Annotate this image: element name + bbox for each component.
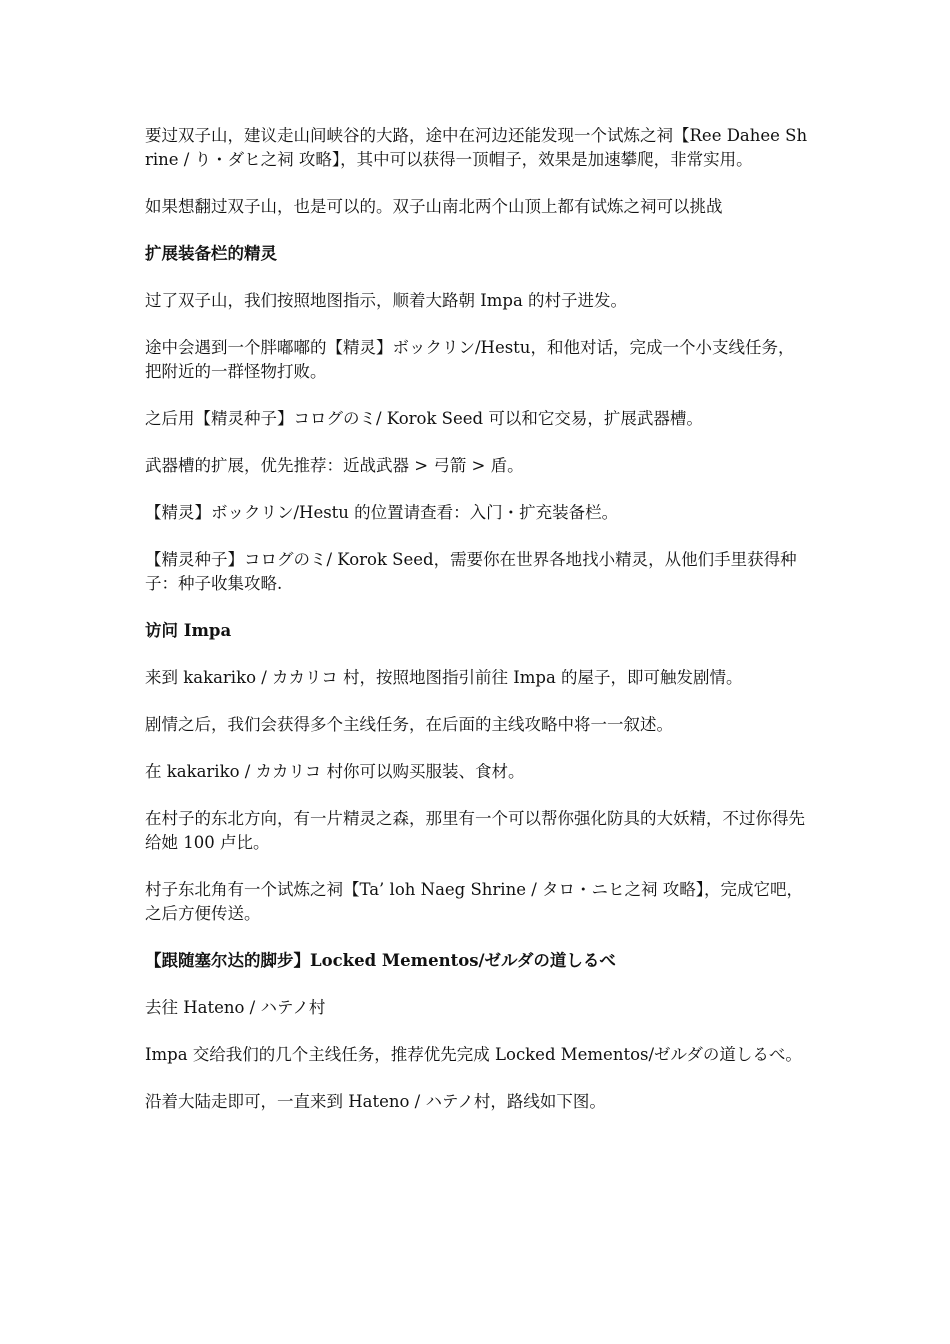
paragraph-taloh-shrine: 村子东北角有一个试炼之祠【Ta’ loh Naeg Shrine / タロ・ニヒ之祠 攻略】，完成它吧，之后方便传送。	[145, 880, 804, 923]
paragraph-twin-peaks-route: 要过双子山，建议走山间峡谷的大路，途中在河边还能发现一个试炼之祠【Ree Dahee Shrine / り・ダヒ之祠 攻略】，其中可以获得一顶帽子，效果是加速攀爬，非常实用。	[145, 126, 808, 169]
paragraph-meet-hestu: 途中会遇到一个胖嘟嘟的【精灵】ボックリン/Hestu，和他对话，完成一个小支线任务，把附近的一群怪物打败。	[145, 338, 795, 381]
paragraph-kakariko-arrive: 来到 kakariko / カカリコ 村，按照地图指引前往 Impa 的屋子，即可触发剧情。	[145, 668, 743, 687]
paragraph-slot-priority: 武器槽的扩展，优先推荐：近战武器 > 弓箭 > 盾。	[145, 456, 524, 475]
paragraph-twin-peaks-climb: 如果想翻过双子山，也是可以的。双子山南北两个山顶上都有试炼之祠可以挑战	[145, 197, 723, 216]
paragraph-route-hateno: 沿着大陆走即可，一直来到 Hateno / ハテノ村，路线如下图。	[145, 1092, 606, 1111]
paragraph-korok-seed: 【精灵种子】コログのミ/ Korok Seed，需要你在世界各地找小精灵，从他们手里获得种子：种子收集攻略.	[145, 550, 797, 593]
paragraph-great-fairy: 在村子的东北方向，有一片精灵之森，那里有一个可以帮你强化防具的大妖精，不过你得先给她 100 卢比。	[145, 809, 805, 852]
paragraph-toward-impa: 过了双子山，我们按照地图指示，顺着大路朝 Impa 的村子进发。	[145, 291, 628, 310]
heading-locked-mementos: 【跟随塞尔达的脚步】Locked Mementos/ゼルダの道しるべ	[145, 951, 616, 970]
heading-expand-inventory: 扩展装备栏的精灵	[145, 244, 277, 263]
paragraph-kakariko-shop: 在 kakariko / カカリコ 村你可以购买服装、食材。	[145, 762, 525, 781]
paragraph-hestu-location: 【精灵】ボックリン/Hestu 的位置请查看：入门・扩充装备栏。	[145, 503, 619, 522]
paragraph-korok-trade: 之后用【精灵种子】コログのミ/ Korok Seed 可以和它交易，扩展武器槽。	[145, 409, 703, 428]
document-page	[145, 124, 810, 1137]
paragraph-go-hateno: 去往 Hateno / ハテノ村	[145, 998, 326, 1017]
paragraph-main-quests: 剧情之后，我们会获得多个主线任务，在后面的主线攻略中将一一叙述。	[145, 715, 673, 734]
heading-visit-impa: 访问 Impa	[145, 621, 232, 640]
paragraph-impa-quests: Impa 交给我们的几个主线任务，推荐优先完成 Locked Mementos/ゼルダの道しるべ。	[145, 1045, 802, 1064]
